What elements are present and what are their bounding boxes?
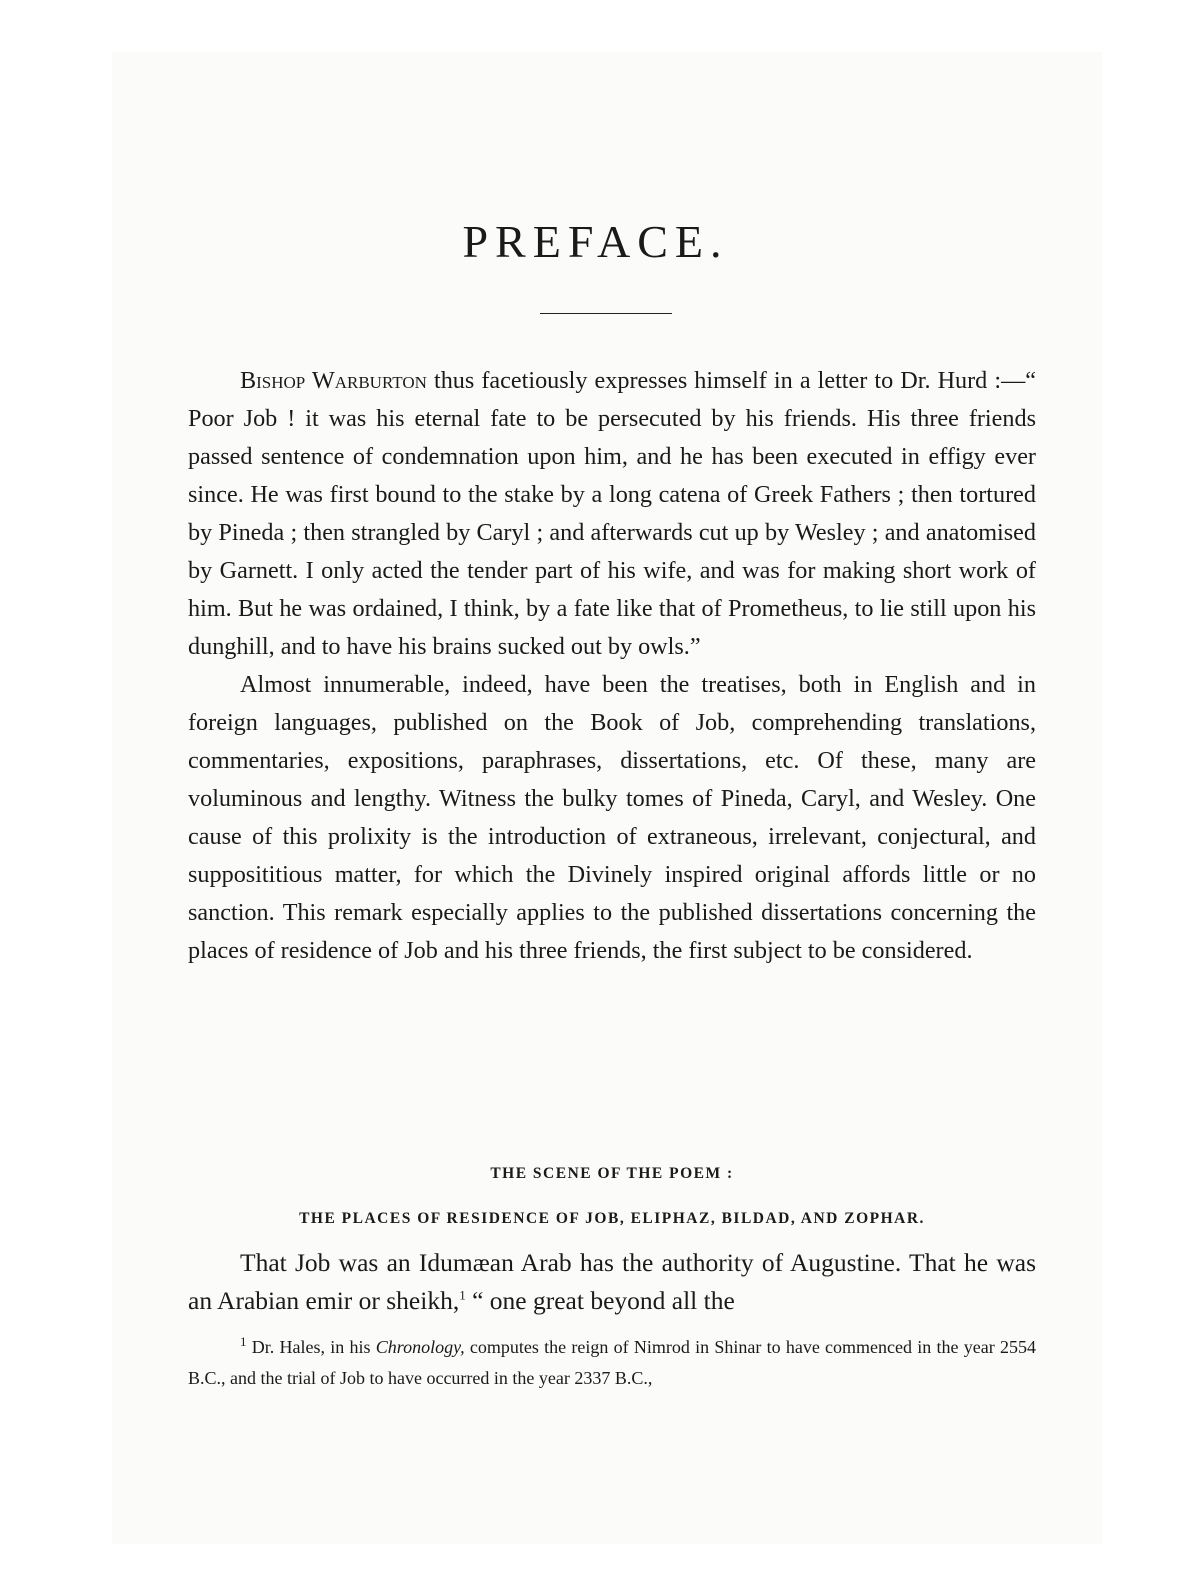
title-rule — [540, 313, 672, 314]
paragraph-2: Almost innumerable, indeed, have been the treatises, both in English and in foreign languages, published on the Book of Job, comprehending translations, commentaries, expositions, paraphrases, dissertations, etc. Of these, many are voluminous and lengthy. Witness the bulky tomes of Pineda, Caryl, and Wesley. One cause of this prolixity is the introduction of extraneous, irrelevant, conjectural, and supposititious matter, for which the Divinely inspired original affords little or no sanction. This remark especially applies to the published dissertations concerning the places of residence of Job and his three friends, the first subject to be considered. — [188, 671, 1036, 964]
section-heading-scene: THE SCENE OF THE POEM : — [490, 1165, 734, 1182]
footnote-text-b: computes the reign of Nimrod in Shinar to have commenced in the year 2554 B.C., and the trial of Job to have occurred in the year 2337 B.C., — [188, 1337, 1036, 1388]
page-title: PREFACE. — [462, 216, 729, 267]
footnote — [188, 1332, 1036, 1394]
footnote-reference: 1 — [459, 1287, 466, 1303]
footnote-text-a: Dr. Hales, in his — [246, 1337, 376, 1357]
section-heading-places: THE PLACES OF RESIDENCE OF JOB, ELIPHAZ, BILDAD, AND ZOPHAR. — [299, 1210, 925, 1227]
section-body — [188, 1244, 1036, 1320]
footnote-italic-title: Chronology, — [375, 1337, 465, 1357]
lead-small-caps: Bishop Warburton — [240, 367, 427, 394]
footnote-1 — [188, 1332, 1036, 1394]
paragraph-1-text: thus facetiously expresses himself in a letter to Dr. Hurd :—“ Poor Job ! it was his eternal fate to be persecuted by his friends. His three friends passed sentence of condemnation upon him, and he has been executed in effigy ever since. He was first bound to the stake by a long catena of Greek Fathers ; then tortured by Pineda ; then strangled by Caryl ; and afterwards cut up by Wesley ; and anatomised by Garnett. I only acted the tender part of his wife, and was for making short work of him. But he was ordained, I think, by a fate like that of Prometheus, to lie still upon his dunghill, and to have his brains sucked out by owls.” — [188, 367, 1036, 660]
footnote-marker: 1 — [240, 1334, 247, 1349]
paragraph-3 — [188, 1244, 1036, 1320]
preface-body — [188, 362, 1036, 970]
paragraph-1 — [188, 362, 1036, 666]
paragraph-3-text-b: “ one great beyond all the — [465, 1286, 735, 1315]
paragraph-3-text-a: That Job was an Idumæan Arab has the authority of Augustine. That he was an Arabian emir or sheikh, — [188, 1248, 1036, 1315]
